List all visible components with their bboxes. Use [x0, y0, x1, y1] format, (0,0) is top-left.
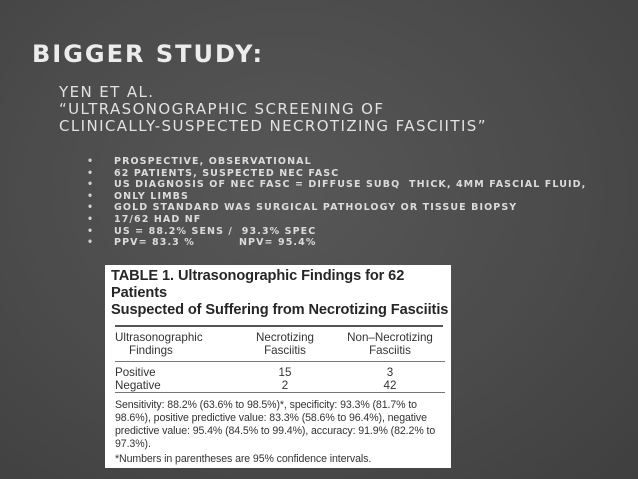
cell-non-nf: 3: [386, 365, 394, 379]
subtitle-line: YEN ET AL.: [59, 83, 155, 101]
table-row: [115, 362, 445, 379]
bullet-item: • US DIAGNOSIS OF NEC FASC = DIFFUSE SUBQ THICK, 4MM FASCIAL FLUID,: [87, 179, 587, 191]
subtitle-line: CLINICALLY-SUSPECTED NECROTIZING FASCIITIS”: [59, 117, 487, 135]
cell-nf: 2: [281, 378, 289, 392]
bullet-dot: •: [87, 167, 95, 179]
bullet-dot: •: [87, 179, 95, 191]
bullet-dot: •: [87, 237, 95, 249]
table-header-row: [115, 327, 445, 361]
row-label: Positive: [115, 365, 156, 379]
column-header: Necrotizing Fasciitis: [256, 330, 314, 357]
table-image: [105, 265, 451, 468]
column-header: Non–Necrotizing Fasciitis: [347, 330, 433, 357]
column-header: Ultrasonographic Findings: [115, 330, 203, 357]
bullet-item: • PROSPECTIVE, OBSERVATIONAL: [87, 156, 312, 167]
stats-text: Sensitivity: 88.2% (63.6% to 98.5%)*, specificity: 93.3% (81.7% to 98.6%), positive predictive value: 83.3% (58.6% to 96.4%), negative predictive value: 95.4% (84.5% to 99.4%), accuracy: 91.9% (82.2% to 97.3%).: [115, 398, 436, 450]
bullet-item: • GOLD STANDARD WAS SURGICAL PATHOLOGY OR TISSUE BIOPSY: [87, 202, 518, 214]
slide-subtitle: [59, 84, 619, 135]
bullet-item: • 62 PATIENTS, SUSPECTED NEC FASC: [87, 167, 340, 179]
bullet-item: • ONLY LIMBS: [87, 190, 189, 202]
table-row: [115, 379, 445, 392]
table-title: TABLE 1. Ultrasonographic Findings for 62 Patients Suspected of Suffering from Necrotizing Fasciitis: [111, 268, 449, 318]
bullet-dot: •: [87, 202, 95, 214]
slide-title: BIGGER STUDY:: [32, 40, 265, 68]
table-footnote: [115, 399, 445, 466]
cell-non-nf: 42: [383, 378, 397, 392]
bullet-item: • 17/62 HAD NF: [87, 213, 202, 225]
subtitle-line: “ULTRASONOGRAPHIC SCREENING OF: [59, 100, 385, 118]
bullet-list: [84, 156, 629, 249]
bullet-item: • US = 88.2% SENS / 93.3% SPEC: [87, 225, 317, 237]
findings-table: [115, 327, 445, 393]
bullet-dot: •: [87, 156, 95, 167]
ci-footnote: *Numbers in parentheses are 95% confidence intervals.: [115, 452, 372, 465]
row-label: Negative: [115, 378, 161, 392]
bullet-dot: •: [87, 225, 95, 237]
cell-nf: 15: [278, 365, 292, 379]
bullet-dot: •: [87, 190, 95, 202]
bullet-item: • PPV= 83.3 % NPV= 95.4%: [87, 237, 317, 249]
bullet-dot: •: [87, 213, 95, 225]
